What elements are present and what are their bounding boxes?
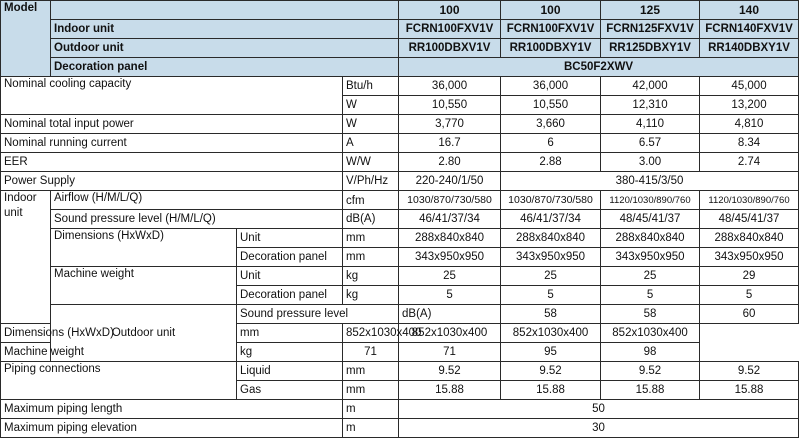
value-cell: 1120/1030/890/760 [700,191,799,210]
capacity-code: 100 [501,1,601,20]
value-cell: 9.52 [700,362,799,381]
value-cell: 48/45/41/37 [601,210,700,229]
max-elevation-label: Maximum piping elevation [1,419,343,438]
value-cell: 3,770 [399,115,501,134]
value-cell: 1120/1030/890/760 [601,191,700,210]
value-cell: 288x840x840 [399,229,501,248]
value-cell: 3,660 [501,115,601,134]
value-cell: 343x950x950 [501,248,601,267]
unit-cell: W [343,115,399,134]
indoor-sound-label: Sound pressure level (H/M/L/Q) [51,210,343,229]
running-current-row [1,134,799,153]
value-cell: 5 [399,286,501,305]
cooling-capacity-label: Nominal cooling capacity [1,77,343,115]
value-cell: 2.80 [399,153,501,172]
outdoor-weight-row [1,343,799,362]
value-cell: 4,110 [601,115,700,134]
value-cell: 852x1030x400 [601,324,700,343]
unit-cell: cfm [343,191,399,210]
outdoor-model: RR100DBXV1V [399,39,501,58]
indoor-sound-row [1,210,799,229]
value-cell: 10,550 [501,96,601,115]
max-length-row [1,400,799,419]
power-supply-label: Power Supply [1,172,343,191]
value-cell: 4,810 [700,115,799,134]
sub-label: Liquid [237,362,343,381]
decoration-panel-label: Decoration panel [51,58,399,77]
input-power-row [1,115,799,134]
outdoor-model-row [1,39,799,58]
unit-cell: kg [343,267,399,286]
indoor-model: FCRN125FXV1V [601,20,700,39]
value-cell: 29 [700,267,799,286]
panel-model: BC50F2XWV [399,58,799,77]
unit-cell: mm [343,362,399,381]
value-cell: 15.88 [501,381,601,400]
indoor-group-label: Indoor unit [1,191,51,324]
unit-cell: mm [343,381,399,400]
unit-cell: kg [343,286,399,305]
value-cell: 343x950x950 [700,248,799,267]
value-cell: 220-240/1/50 [399,172,501,191]
outdoor-model: RR100DBXY1V [501,39,601,58]
indoor-unit-label: Indoor unit [51,20,399,39]
value-cell: 1030/870/730/580 [501,191,601,210]
cooling-btu-row [1,77,799,96]
capacity-code: 125 [601,1,700,20]
header-spacer [51,1,399,20]
sub-label: Decoration panel [237,286,343,305]
value-cell: 60 [700,305,799,324]
unit-cell: V/Ph/Hz [343,172,399,191]
indoor-model: FCRN100FXV1V [399,20,501,39]
value-cell: 380-415/3/50 [501,172,799,191]
value-cell: 343x950x950 [399,248,501,267]
capacity-code: 140 [700,1,799,20]
value-cell: 288x840x840 [501,229,601,248]
indoor-model: FCRN140FXV1V [700,20,799,39]
value-cell: 3.00 [601,153,700,172]
unit-cell: W [343,96,399,115]
value-cell: 343x950x950 [601,248,700,267]
outdoor-dim-label: Dimensions (HxWxD) [1,324,237,343]
max-length-label: Maximum piping length [1,400,343,419]
sub-label: Decoration panel [237,248,343,267]
unit-cell: mm [343,229,399,248]
panel-model-row [1,58,799,77]
value-cell: 6 [501,134,601,153]
outdoor-weight-label: Machine weight [1,343,237,362]
value-cell: 45,000 [700,77,799,96]
outdoor-model: RR140DBXY1V [700,39,799,58]
capacity-code: 100 [399,1,501,20]
power-supply-row [1,172,799,191]
unit-cell: m [343,400,399,419]
value-cell: 15.88 [700,381,799,400]
indoor-dim-label: Dimensions (HxWxD) [51,229,237,267]
eer-row [1,153,799,172]
outdoor-sound-row [1,305,799,324]
outdoor-sound-label: Sound pressure level [237,305,399,324]
value-cell: 5 [501,286,601,305]
value-cell: 288x840x840 [601,229,700,248]
value-cell: 46/41/37/34 [501,210,601,229]
airflow-row [1,191,799,210]
value-cell: 25 [399,267,501,286]
max-elevation-row [1,419,799,438]
value-cell: 8.34 [700,134,799,153]
value-cell: 852x1030x400 [399,324,501,343]
unit-cell: dB(A) [399,305,501,324]
indoor-dim-unit-row [1,229,799,248]
piping-liquid-row [1,362,799,381]
unit-cell: A [343,134,399,153]
value-cell: 98 [601,343,700,362]
model-label: Model [1,1,51,77]
value-cell: 852x1030x400 [343,324,399,343]
value-cell: 9.52 [501,362,601,381]
outdoor-model: RR125DBXY1V [601,39,700,58]
value-cell: 1030/870/730/580 [399,191,501,210]
value-cell: 25 [501,267,601,286]
sub-label: Unit [237,229,343,248]
value-cell: 58 [601,305,700,324]
value-cell: 50 [399,400,799,419]
value-cell: 36,000 [501,77,601,96]
value-cell: 13,200 [700,96,799,115]
value-cell: 42,000 [601,77,700,96]
unit-cell: W/W [343,153,399,172]
unit-cell: mm [343,248,399,267]
value-cell: 46/41/37/34 [399,210,501,229]
value-cell: 36,000 [399,77,501,96]
value-cell: 9.52 [399,362,501,381]
unit-cell: mm [237,324,343,343]
unit-cell: m [343,419,399,438]
indoor-model: FCRN100FXV1V [501,20,601,39]
value-cell: 15.88 [399,381,501,400]
value-cell: 5 [700,286,799,305]
capacity-code-row [1,1,799,20]
value-cell: 5 [601,286,700,305]
value-cell: 48/45/41/37 [700,210,799,229]
value-cell: 71 [399,343,501,362]
value-cell: 10,550 [399,96,501,115]
input-power-label: Nominal total input power [1,115,343,134]
piping-label: Piping connections [1,362,237,400]
value-cell: 16.7 [399,134,501,153]
value-cell: 12,310 [601,96,700,115]
value-cell: 15.88 [601,381,700,400]
running-current-label: Nominal running current [1,134,343,153]
sub-label: Unit [237,267,343,286]
eer-label: EER [1,153,343,172]
value-cell: 9.52 [601,362,700,381]
value-cell: 95 [501,343,601,362]
airflow-label: Airflow (H/M/L/Q) [51,191,343,210]
outdoor-unit-label: Outdoor unit [51,39,399,58]
value-cell: 25 [601,267,700,286]
value-cell: 6.57 [601,134,700,153]
indoor-model-row [1,20,799,39]
sub-label: Gas [237,381,343,400]
value-cell: 2.88 [501,153,601,172]
outdoor-group-label: Outdoor unit [51,305,237,362]
value-cell: 288x840x840 [700,229,799,248]
unit-cell: kg [237,343,343,362]
unit-cell: Btu/h [343,77,399,96]
value-cell: 30 [399,419,799,438]
value-cell: 71 [343,343,399,362]
indoor-weight-unit-row [1,267,799,286]
unit-cell: dB(A) [343,210,399,229]
value-cell: 852x1030x400 [501,324,601,343]
value-cell: 2.74 [700,153,799,172]
value-cell: 58 [501,305,601,324]
indoor-weight-label: Machine weight [51,267,237,305]
